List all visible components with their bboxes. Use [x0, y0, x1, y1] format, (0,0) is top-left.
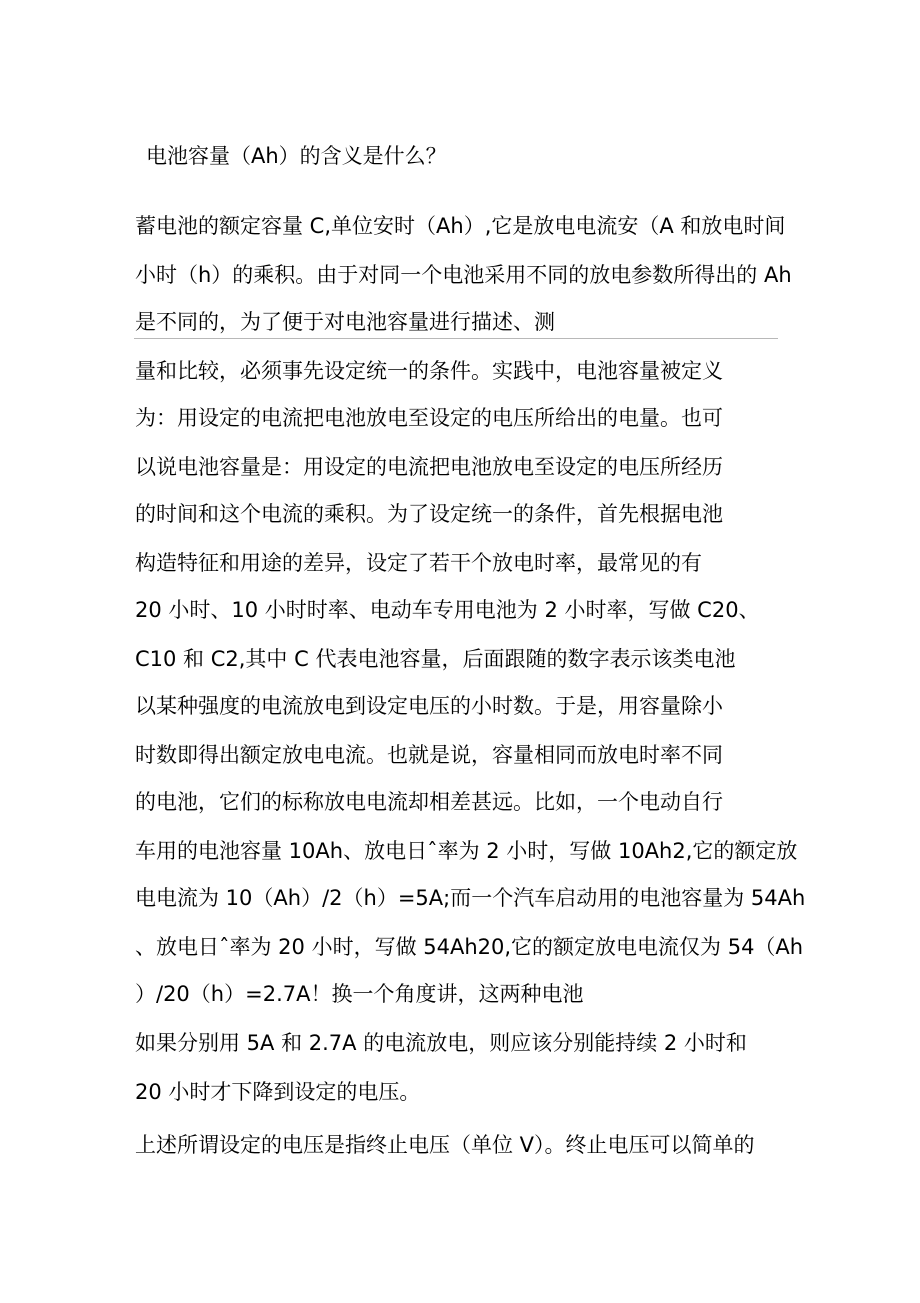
document-heading: 电池容量（Ah）的含义是什么？	[146, 144, 447, 168]
paragraph-line: 上述所谓设定的电压是指终止电压（单位 V）。终止电压可以简单的	[135, 1133, 755, 1157]
paragraph-line: 量和比较，必须事先设定统一的条件。实践中，电池容量被定义	[135, 359, 723, 383]
paragraph-line: 电电流为 10（Ah）/2（h）=5A;而一个汽车启动用的电池容量为 54Ah	[135, 886, 806, 910]
paragraph-line: 小时（h）的乘积。由于对同一个电池采用不同的放电参数所得出的 Ah	[135, 263, 792, 287]
paragraph-line: 20 小时、10 小时时率、电动车专用电池为 2 小时率，写做 C20、	[135, 598, 760, 622]
paragraph-line: 是不同的，为了便于对电池容量进行描述、测	[135, 310, 555, 334]
paragraph-line: 为：用设定的电流把电池放电至设定的电压所给出的电量。也可	[135, 406, 723, 430]
paragraph-line: 如果分别用 5A 和 2.7A 的电流放电，则应该分别能持续 2 小时和	[135, 1031, 747, 1055]
paragraph-line: 蓄电池的额定容量 C,单位安时（Ah）,它是放电电流安（A 和放电时间	[135, 214, 786, 238]
paragraph-line: 的电池，它们的标称放电电流却相差甚远。比如，一个电动自行	[135, 790, 723, 814]
paragraph-line: 以某种强度的电流放电到设定电压的小时数。于是，用容量除小	[135, 694, 723, 718]
paragraph-line: C10 和 C2,其中 C 代表电池容量，后面跟随的数字表示该类电池	[135, 647, 736, 671]
paragraph-line: ）/20（h）=2.7A！换一个角度讲，这两种电池	[135, 982, 584, 1006]
paragraph-line: 时数即得出额定放电电流。也就是说，容量相同而放电时率不同	[135, 743, 723, 767]
paragraph-line: 的时间和这个电流的乘积。为了设定统一的条件，首先根据电池	[135, 502, 723, 526]
paragraph-line: 构造特征和用途的差异，设定了若干个放电时率，最常见的有	[135, 551, 702, 575]
paragraph-line: 车用的电池容量 10Ah、放电日ˆ率为 2 小时，写做 10Ah2,它的额定放	[135, 839, 798, 863]
paragraph-line: 20 小时才下降到设定的电压。	[135, 1080, 421, 1104]
paragraph-line: 以说电池容量是：用设定的电流把电池放电至设定的电压所经历	[135, 455, 723, 479]
section-divider	[134, 338, 778, 339]
paragraph-line: 、放电日ˆ率为 20 小时，写做 54Ah20,它的额定放电电流仅为 54（Ah	[135, 935, 804, 959]
